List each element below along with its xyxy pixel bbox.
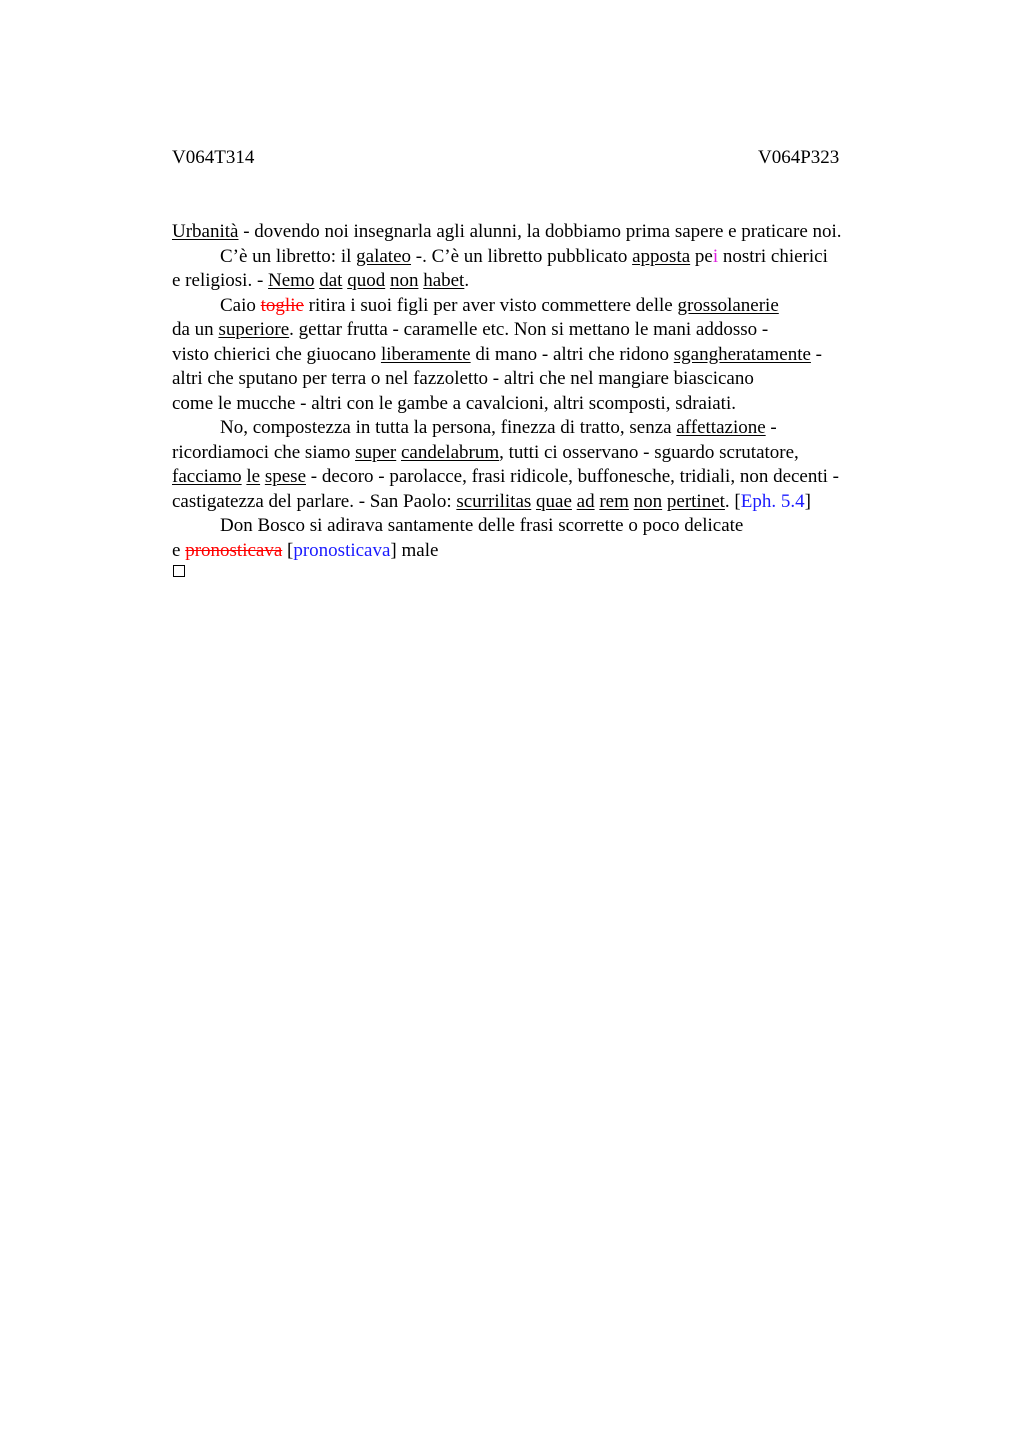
underlined-word: liberamente [380, 343, 471, 365]
underlined-word: facciamo [172, 466, 242, 487]
text-run: di mano - altri che ridono [470, 343, 674, 365]
text-run: ] male [390, 539, 439, 561]
underlined-word: super [355, 441, 397, 463]
underlined-word: Urbanità [172, 221, 239, 242]
text-line-12 [172, 490, 912, 515]
underlined-word: candelabrum [400, 441, 500, 463]
text-line-1 [172, 220, 912, 245]
text-run: - dovendo noi insegnarla agli alunni, la dobbiamo prima sapere e praticare noi. [238, 221, 842, 242]
underlined-word: habet [423, 270, 465, 291]
inserted-reference: Eph. 5.4 [740, 490, 805, 512]
text-line-3 [172, 269, 912, 294]
text-run: . gettar frutta - caramelle etc. Non si mettano le mani addosso - [289, 319, 769, 340]
text-run: e religiosi. - [172, 270, 269, 291]
underlined-word: rem [599, 490, 629, 512]
deleted-word: toglie [260, 294, 304, 316]
text-run: No, compostezza in tutta la persona, finezza di tratto, senza [220, 417, 677, 438]
text-line-11 [172, 465, 912, 490]
text-run: ricordiamoci che siamo [172, 441, 356, 463]
text-line-9 [172, 416, 912, 441]
underlined-word: grossolanerie [677, 294, 779, 316]
underlined-word: superiore [218, 319, 290, 340]
underlined-word: scurrilitas [456, 490, 532, 512]
text-run: castigatezza del parlare. - San Paolo: [172, 490, 457, 512]
underlined-word: dat [319, 270, 343, 291]
underlined-word: affettazione [676, 417, 766, 438]
underlined-word: non [633, 490, 663, 512]
text-run: pe [690, 245, 713, 267]
text-run: , tutti ci osservano - sguardo scrutatore, [499, 441, 799, 463]
underlined-word: quae [536, 490, 572, 512]
text-line-2 [172, 245, 912, 270]
underlined-word: Nemo [268, 270, 315, 291]
text-run: -. C’è un libretto pubblicato [411, 245, 633, 267]
text-run: da un [172, 319, 219, 340]
underlined-word: galateo [356, 245, 412, 267]
text-run: visto chierici che giuocano [172, 343, 381, 365]
text-run: - decoro - parolacce, frasi ridicole, buffonesche, tridiali, non decenti - [306, 466, 840, 487]
text-run: nostri chierici [718, 245, 828, 267]
underlined-word: ad [576, 490, 595, 512]
deleted-word: pronosticava [185, 539, 283, 561]
text-run: - [810, 343, 822, 365]
underlined-word: spese [264, 466, 306, 487]
empty-square-icon [173, 565, 185, 577]
text-run: [ [282, 539, 294, 561]
underlined-word: non [389, 270, 419, 291]
underlined-word: le [246, 466, 261, 487]
text-run: - [765, 417, 777, 438]
underlined-word: apposta [632, 245, 691, 267]
text-run: Don Bosco si adirava santamente delle frasi scorrette o poco delicate [220, 515, 744, 536]
header-left-code: V064T314 [172, 147, 255, 168]
text-line-13 [172, 514, 912, 539]
inserted-word: pronosticava [293, 539, 391, 561]
text-run: come le mucche - altri con le gambe a cavalcioni, altri scomposti, sdraiati. [172, 392, 736, 414]
text-run: . [464, 270, 470, 291]
text-run: Caio [220, 294, 261, 316]
text-line-4 [172, 294, 912, 319]
text-run: . [ [724, 490, 741, 512]
text-run: altri che sputano per terra o nel fazzoletto - altri che nel mangiare biascicano [172, 368, 754, 389]
header-right-code: V064P323 [758, 147, 840, 168]
text-line-5 [172, 318, 912, 343]
text-line-7 [172, 367, 912, 392]
text-run: ritira i suoi figli per aver visto commettere delle [303, 294, 678, 316]
text-line-10 [172, 441, 912, 466]
text-line-14 [172, 539, 912, 564]
underlined-word: sgangheratamente [673, 343, 811, 365]
highlighted-letter: i [712, 245, 719, 267]
text-run: e [172, 539, 186, 561]
text-line-6 [172, 343, 912, 368]
text-line-8 [172, 392, 912, 417]
document-body [172, 220, 912, 563]
text-run: C’è un libretto: il [220, 245, 357, 267]
underlined-word: quod [347, 270, 386, 291]
underlined-word: pertinet [666, 490, 725, 512]
text-run: ] [804, 490, 811, 512]
